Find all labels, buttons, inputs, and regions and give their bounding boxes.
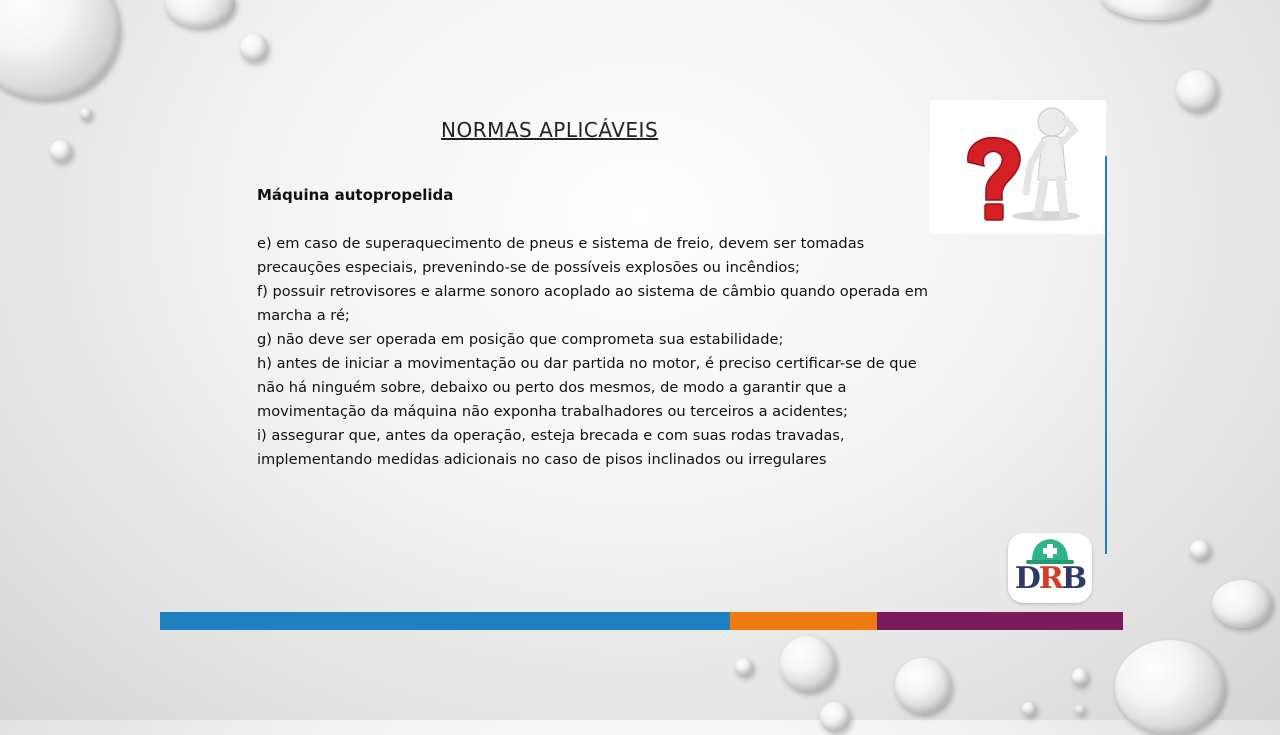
water-drop: [1115, 640, 1225, 735]
drb-logo: [1008, 533, 1092, 603]
water-drop: [165, 0, 235, 28]
paragraph-g: g) não deve ser operada em posição que comprometa sua estabilidade;: [257, 331, 784, 348]
accent-divider-line: [1105, 156, 1107, 554]
water-drop: [80, 108, 92, 120]
water-drop: [1100, 0, 1210, 20]
footer-bar-orange: [730, 612, 877, 630]
logo-text: DRB: [1014, 561, 1086, 596]
water-drop: [735, 658, 753, 676]
question-figure-image: [930, 100, 1106, 234]
page-title: NORMAS APLICÁVEIS: [441, 118, 659, 142]
body-text: [257, 232, 947, 472]
water-drop: [820, 702, 850, 732]
question-mark-figure-icon: [930, 100, 1106, 234]
water-drop: [895, 658, 951, 714]
water-drop: [1176, 70, 1218, 112]
water-drop: [780, 636, 836, 692]
footer-bar-purple: [877, 612, 1123, 630]
paragraph-e: e) em caso de superaquecimento de pneus e sistema de freio, devem ser tomadas precauções especiais, prevenindo-se de possíveis explosões ou incêndios;: [257, 235, 865, 276]
water-drop: [240, 34, 268, 62]
water-drop: [1190, 540, 1210, 560]
water-drop: [1022, 702, 1036, 716]
footer-bar-blue: [160, 612, 730, 630]
paragraph-i: i) assegurar que, antes da operação, esteja brecada e com suas rodas travadas, implementando medidas adicionais no caso de pisos inclinados ou irregulares: [257, 427, 845, 468]
paragraph-f: f) possuir retrovisores e alarme sonoro acoplado ao sistema de câmbio quando operada em marcha a ré;: [257, 283, 928, 324]
water-drop: [1075, 705, 1085, 715]
section-subtitle: Máquina autopropelida: [257, 186, 454, 204]
water-drop: [1072, 668, 1088, 686]
water-drop: [50, 140, 72, 162]
water-drop: [1212, 580, 1272, 628]
paragraph-h: h) antes de iniciar a movimentação ou dar partida no motor, é preciso certificar-se de que não há ninguém sobre, debaixo ou perto dos mesmos, de modo a garantir que a movimentação da máquina não exponha trabalhadores ou terceiros a acidentes;: [257, 355, 917, 420]
water-drop: [0, 0, 120, 100]
